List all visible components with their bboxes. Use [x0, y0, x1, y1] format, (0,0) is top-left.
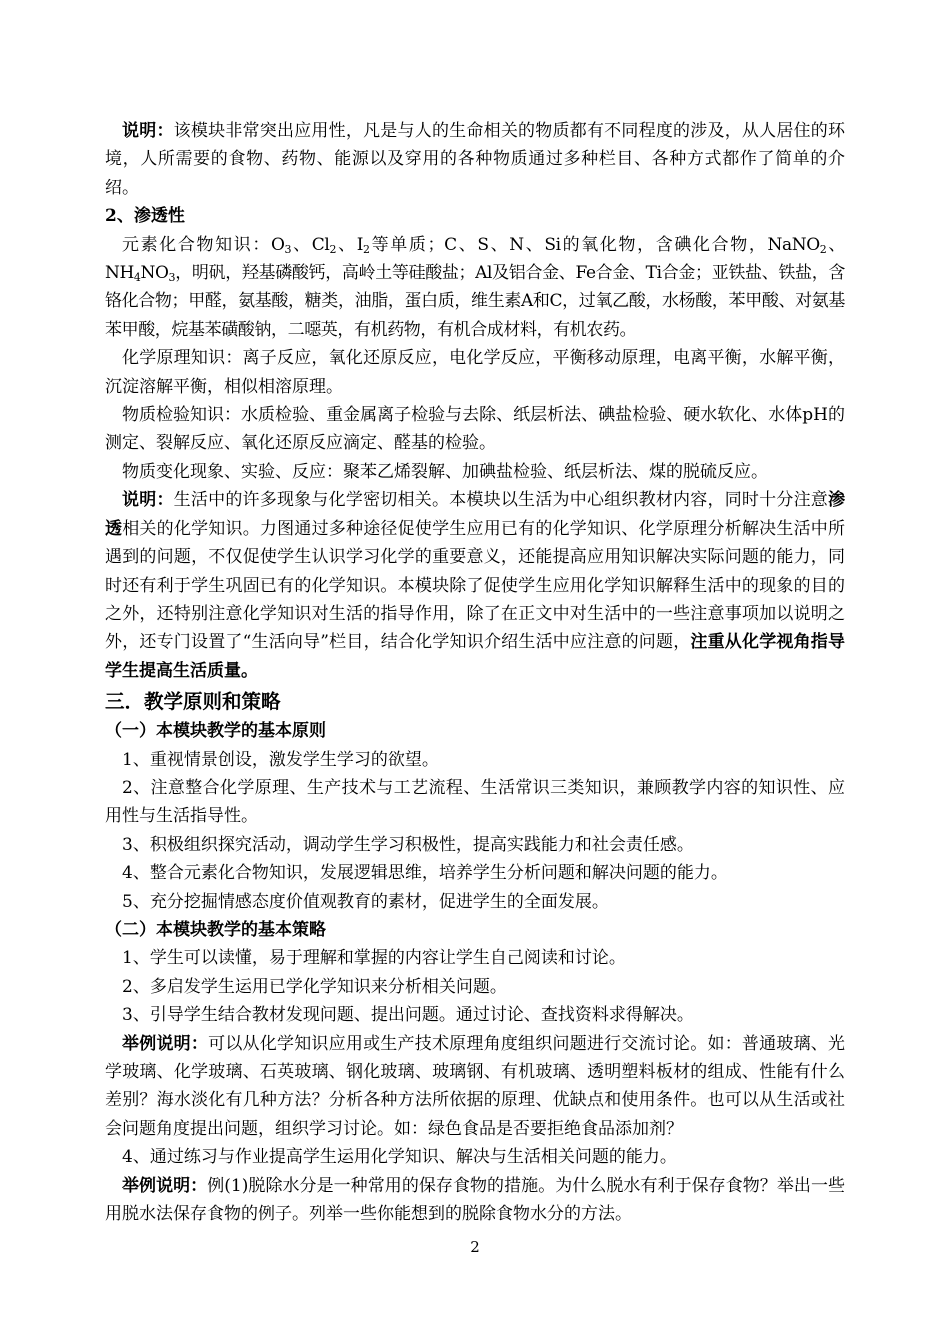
elements-text-3: 、I — [336, 234, 364, 255]
example-label: 举例说明： — [122, 1033, 209, 1054]
elements-text-5: 、NH — [105, 234, 845, 284]
principle-item: 5、充分挖掘情感态度价值观教育的素材，促进学生的全面发展。 — [122, 891, 609, 912]
section1-note — [105, 117, 845, 202]
note-label: 说明： — [122, 490, 174, 511]
principles-paragraph: 化学原理知识：离子反应，氧化还原反应，电化学反应，平衡移动原理，电离平衡，水解平衡，沉淀溶解平衡，相似相溶原理。 — [105, 348, 845, 397]
section2-heading: 2、渗透性 — [105, 206, 185, 227]
elements-paragraph — [105, 231, 845, 345]
example-text: 例(1)脱除水分是一种常用的保存食物的措施。为什么脱水有利于保存食物？举出一些用脱水法保存食物的例子。列举一些你能想到的脱除食物水分的方法。 — [105, 1175, 845, 1225]
strategy-item: 2、多启发学生运用已学化学知识来分析相关问题。 — [122, 976, 507, 997]
section3-heading: 三．教学原则和策略 — [105, 690, 281, 714]
note-text-1: 生活中的许多现象与化学密切相关。本模块以生活为中心组织教材内容，同时十分注意 — [173, 490, 829, 511]
phenomena-paragraph: 物质变化现象、实验、反应：聚苯乙烯裂解、加碘盐检验、纸层析法、煤的脱硫反应。 — [122, 461, 768, 482]
subscript: 2 — [329, 242, 337, 256]
subscript: 2 — [363, 242, 370, 256]
principles-subheading: （一）本模块教学的基本原则 — [105, 721, 326, 742]
note-label: 说明： — [122, 121, 174, 141]
strategies-subheading: （二）本模块教学的基本策略 — [105, 919, 326, 940]
page-content — [105, 117, 845, 1228]
principle-item: 1、重视情景创设，激发学生学习的欲望。 — [122, 749, 439, 770]
elements-text-7: ，明矾，羟基磷酸钙，高岭土等硅酸盐；Al及铝合金、Fe合金、Ti合金；亚铁盐、铁盐，含铬化合物；甲醛，氨基酸，糖类，油脂，蛋白质，维生素A和C，过氧乙酸，水杨酸，苯甲酸、对氨基苯甲酸，烷基苯磺酸钠，二噁英，有机药物，有机合成材料，有机农药。 — [105, 263, 845, 340]
elements-text-2: 、Cl — [291, 234, 330, 255]
principle-item: 4、整合元素化合物知识，发展逻辑思维，培养学生分析问题和解决问题的能力。 — [122, 863, 728, 884]
note-bold-2: 注重从化学视角指导学生提高生活质量。 — [105, 632, 845, 681]
elements-text-6: NO — [140, 263, 169, 284]
page-number: 2 — [470, 1238, 480, 1256]
elements-text-4: 等单质；C、S、N、Si的氧化物，含碘化合物，NaNO — [369, 234, 820, 255]
example-text: 可以从化学知识应用或生产技术原理角度组织问题进行交流讨论。如：普通玻璃、光学玻璃、化学玻璃、石英玻璃、钢化玻璃、玻璃钢、有机玻璃、透明塑料板材的组成、性能有什么差别？海水淡化有几种方法？分析各种方法所依据的原理、优缺点和使用条件。也可以从生活或社会问题角度提出问题，组织学习讨论。如：绿色食品是否要拒绝食品添加剂？ — [105, 1033, 846, 1139]
note-text: 该模块非常突出应用性，凡是与人的生命相关的物质都有不同程度的涉及，从人居住的环境，人所需要的食物、药物、能源以及穿用的各种物质通过多种栏目、各种方式都作了简单的介绍。 — [105, 121, 846, 198]
strategy-item: 3、引导学生结合教材发现问题、提出问题。通过讨论、查找资料求得解决。 — [122, 1005, 694, 1026]
example-paragraph-1 — [105, 1030, 845, 1144]
example-label: 举例说明： — [122, 1175, 208, 1196]
section2-note — [105, 486, 845, 685]
note-bold-1: 渗透 — [105, 490, 846, 539]
subscript: 4 — [133, 271, 141, 285]
example-paragraph-2 — [105, 1172, 845, 1229]
principle-item: 2、注意整合化学原理、生产技术与工艺流程、生活常识三类知识，兼顾教学内容的知识性、应用性与生活指导性。 — [105, 777, 845, 827]
strategy-item: 4、通过练习与作业提高学生运用化学知识、解决与生活相关问题的能力。 — [122, 1147, 677, 1168]
principle-item: 3、积极组织探究活动，调动学生学习积极性，提高实践能力和社会责任感。 — [122, 834, 694, 855]
elements-text-1: 元素化合物知识：O — [122, 234, 285, 255]
testing-paragraph: 物质检验知识：水质检验、重金属离子检验与去除、纸层析法、碘盐检验、硬水软化、水体pH的测定、裂解反应、氧化还原反应滴定、醛基的检验。 — [105, 405, 845, 454]
subscript: 2 — [819, 242, 827, 256]
subscript: 3 — [168, 271, 176, 285]
note-text-2: 相关的化学知识。力图通过多种途径促使学生应用已有的化学知识、化学原理分析解决生活中所遇到的问题，不仅促使学生认识学习化学的重要意义，还能提高应用知识解决实际问题的能力，同时还有利于学生巩固已有的化学知识。本模块除了促使学生应用化学知识解释生活中的现象的目的之外，还特别注意化学知识对生活的指导作用，除了在正文中对生活中的一些注意事项加以说明之外，还专门设置了“生活向导”栏目，结合化学知识介绍生活中应注意的问题， — [105, 518, 846, 653]
strategy-item: 1、学生可以读懂，易于理解和掌握的内容让学生自己阅读和讨论。 — [122, 948, 626, 969]
subscript: 3 — [284, 242, 292, 256]
